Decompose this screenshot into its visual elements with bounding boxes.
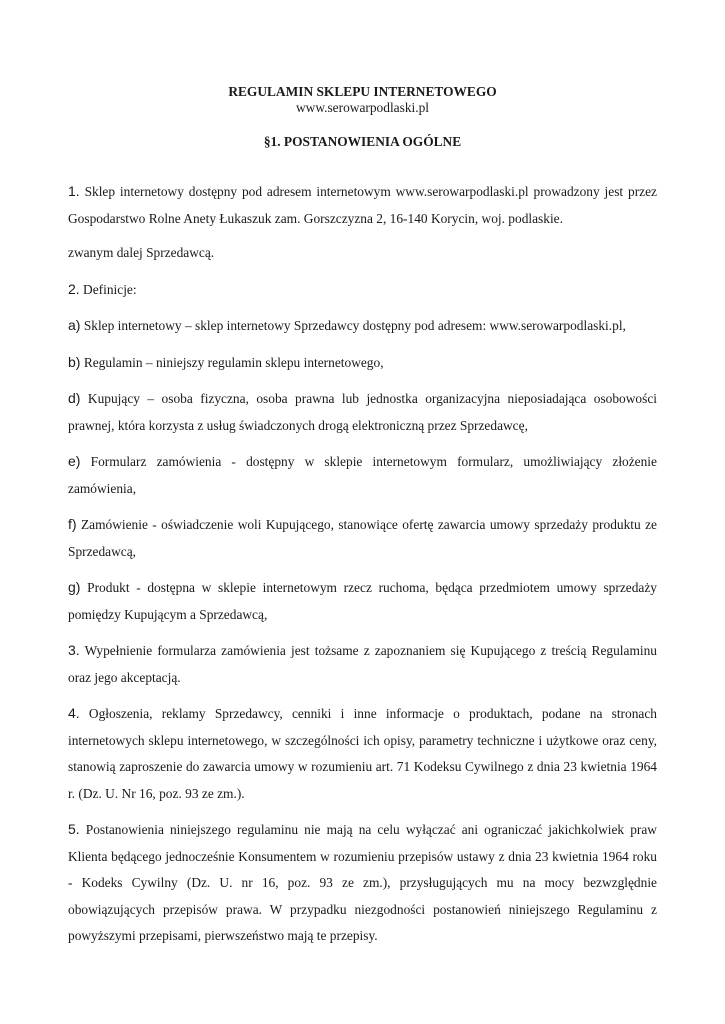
- definition-text: Zamówienie - oświadczenie woli Kupującego, stanowiące ofertę zawarcia umowy sprzedaży produktu ze Sprzedawcą,: [68, 517, 657, 559]
- definition-e: [68, 448, 657, 502]
- paragraph-marker: 3.: [68, 642, 80, 658]
- definition-marker: d): [68, 390, 81, 406]
- paragraph-text: Sklep internetowy dostępny pod adresem internetowym www.serowarpodlaski.pl prowadzony jest przez Gospodarstwo Rolne Anety Łukaszuk zam. Gorszczyzna 2, 16-140 Korycin, woj. podlaskie.: [68, 184, 657, 226]
- paragraph-marker: 2.: [68, 280, 80, 297]
- definition-marker: a): [68, 317, 81, 333]
- definition-d: [68, 385, 657, 439]
- website-address: www.serowarpodlaski.pl: [295, 100, 429, 115]
- definition-marker: e): [68, 453, 81, 469]
- paragraph-text: Definicje:: [83, 281, 137, 297]
- paragraph-text: Ogłoszenia, reklamy Sprzedawcy, cenniki i inne informacje o produktach, podane na stronach internetowych sklepu internetowego, w szczególności ich opisy, parametry techniczne i użytkowe oraz ceny, stanowią zaproszenie do zawarcia umowy w rozumieniu art. 71 Kodeksu Cywilnego z dnia 23 kwietnia 1964 r. (Dz. U. Nr 16, poz. 93 ze zm.).: [68, 706, 657, 801]
- definition-marker: g): [68, 579, 81, 595]
- paragraph-2: [68, 276, 657, 304]
- paragraph-3: [68, 637, 657, 691]
- paragraph-text: Wypełnienie formularza zamówienia jest tożsame z zapoznaniem się Kupującego z treścią Regulaminu oraz jego akceptacją.: [68, 643, 657, 685]
- paragraph-text: zwanym dalej Sprzedawcą.: [68, 245, 215, 260]
- paragraph-4: [68, 700, 657, 807]
- paragraph-5: [68, 816, 657, 950]
- definition-marker: b): [68, 353, 81, 370]
- document-page: [68, 84, 657, 950]
- paragraph-marker: 4.: [68, 705, 80, 721]
- definition-text: Regulamin – niniejszy regulamin sklepu internetowego,: [83, 354, 384, 370]
- definition-text: Sklep internetowy – sklep internetowy Sprzedawcy dostępny pod adresem: www.serowarpodlaski.pl,: [83, 318, 626, 333]
- definition-a: [68, 312, 657, 340]
- definition-marker: f): [68, 516, 77, 532]
- definition-b: [68, 349, 657, 377]
- definition-text: Produkt - dostępna w sklepie internetowym rzecz ruchoma, będąca przedmiotem umowy sprzedaży pomiędzy Kupującym a Sprzedawcą,: [68, 580, 657, 622]
- paragraph-seller-note: [68, 240, 657, 267]
- paragraph-text: Postanowienia niniejszego regulaminu nie mają na celu wyłączać ani ograniczać jakichkolwiek praw Klienta będącego jednocześnie Konsumentem w rozumieniu przepisów ustawy z dnia 23 kwietnia 1964 roku - Kodeks Cywilny (Dz. U. nr 16, poz. 93 ze zm.), przysługujących mu na mocy bezwzględnie obowiązujących przepisów prawa. W przypadku niezgodności postanowień niniejszego Regulaminu z powyższymi przepisami, pierwszeństwo mają te przepisy.: [68, 822, 657, 943]
- paragraph-1: [68, 178, 657, 232]
- definition-f: [68, 511, 657, 565]
- definition-text: Formularz zamówienia - dostępny w sklepie internetowym formularz, umożliwiający złożenie zamówienia,: [68, 454, 657, 496]
- paragraph-marker: 1.: [68, 183, 80, 199]
- document-title: REGULAMIN SKLEPU INTERNETOWEGO: [228, 84, 497, 99]
- paragraph-marker: 5.: [68, 821, 80, 837]
- definition-text: Kupujący – osoba fizyczna, osoba prawna lub jednostka organizacyjna nieposiadająca osobowości prawnej, która korzysta z usług świadczonych drogą elektroniczną przez Sprzedawcę,: [68, 391, 657, 433]
- definition-g: [68, 574, 657, 628]
- section-heading: §1. POSTANOWIENIA OGÓLNE: [263, 134, 462, 149]
